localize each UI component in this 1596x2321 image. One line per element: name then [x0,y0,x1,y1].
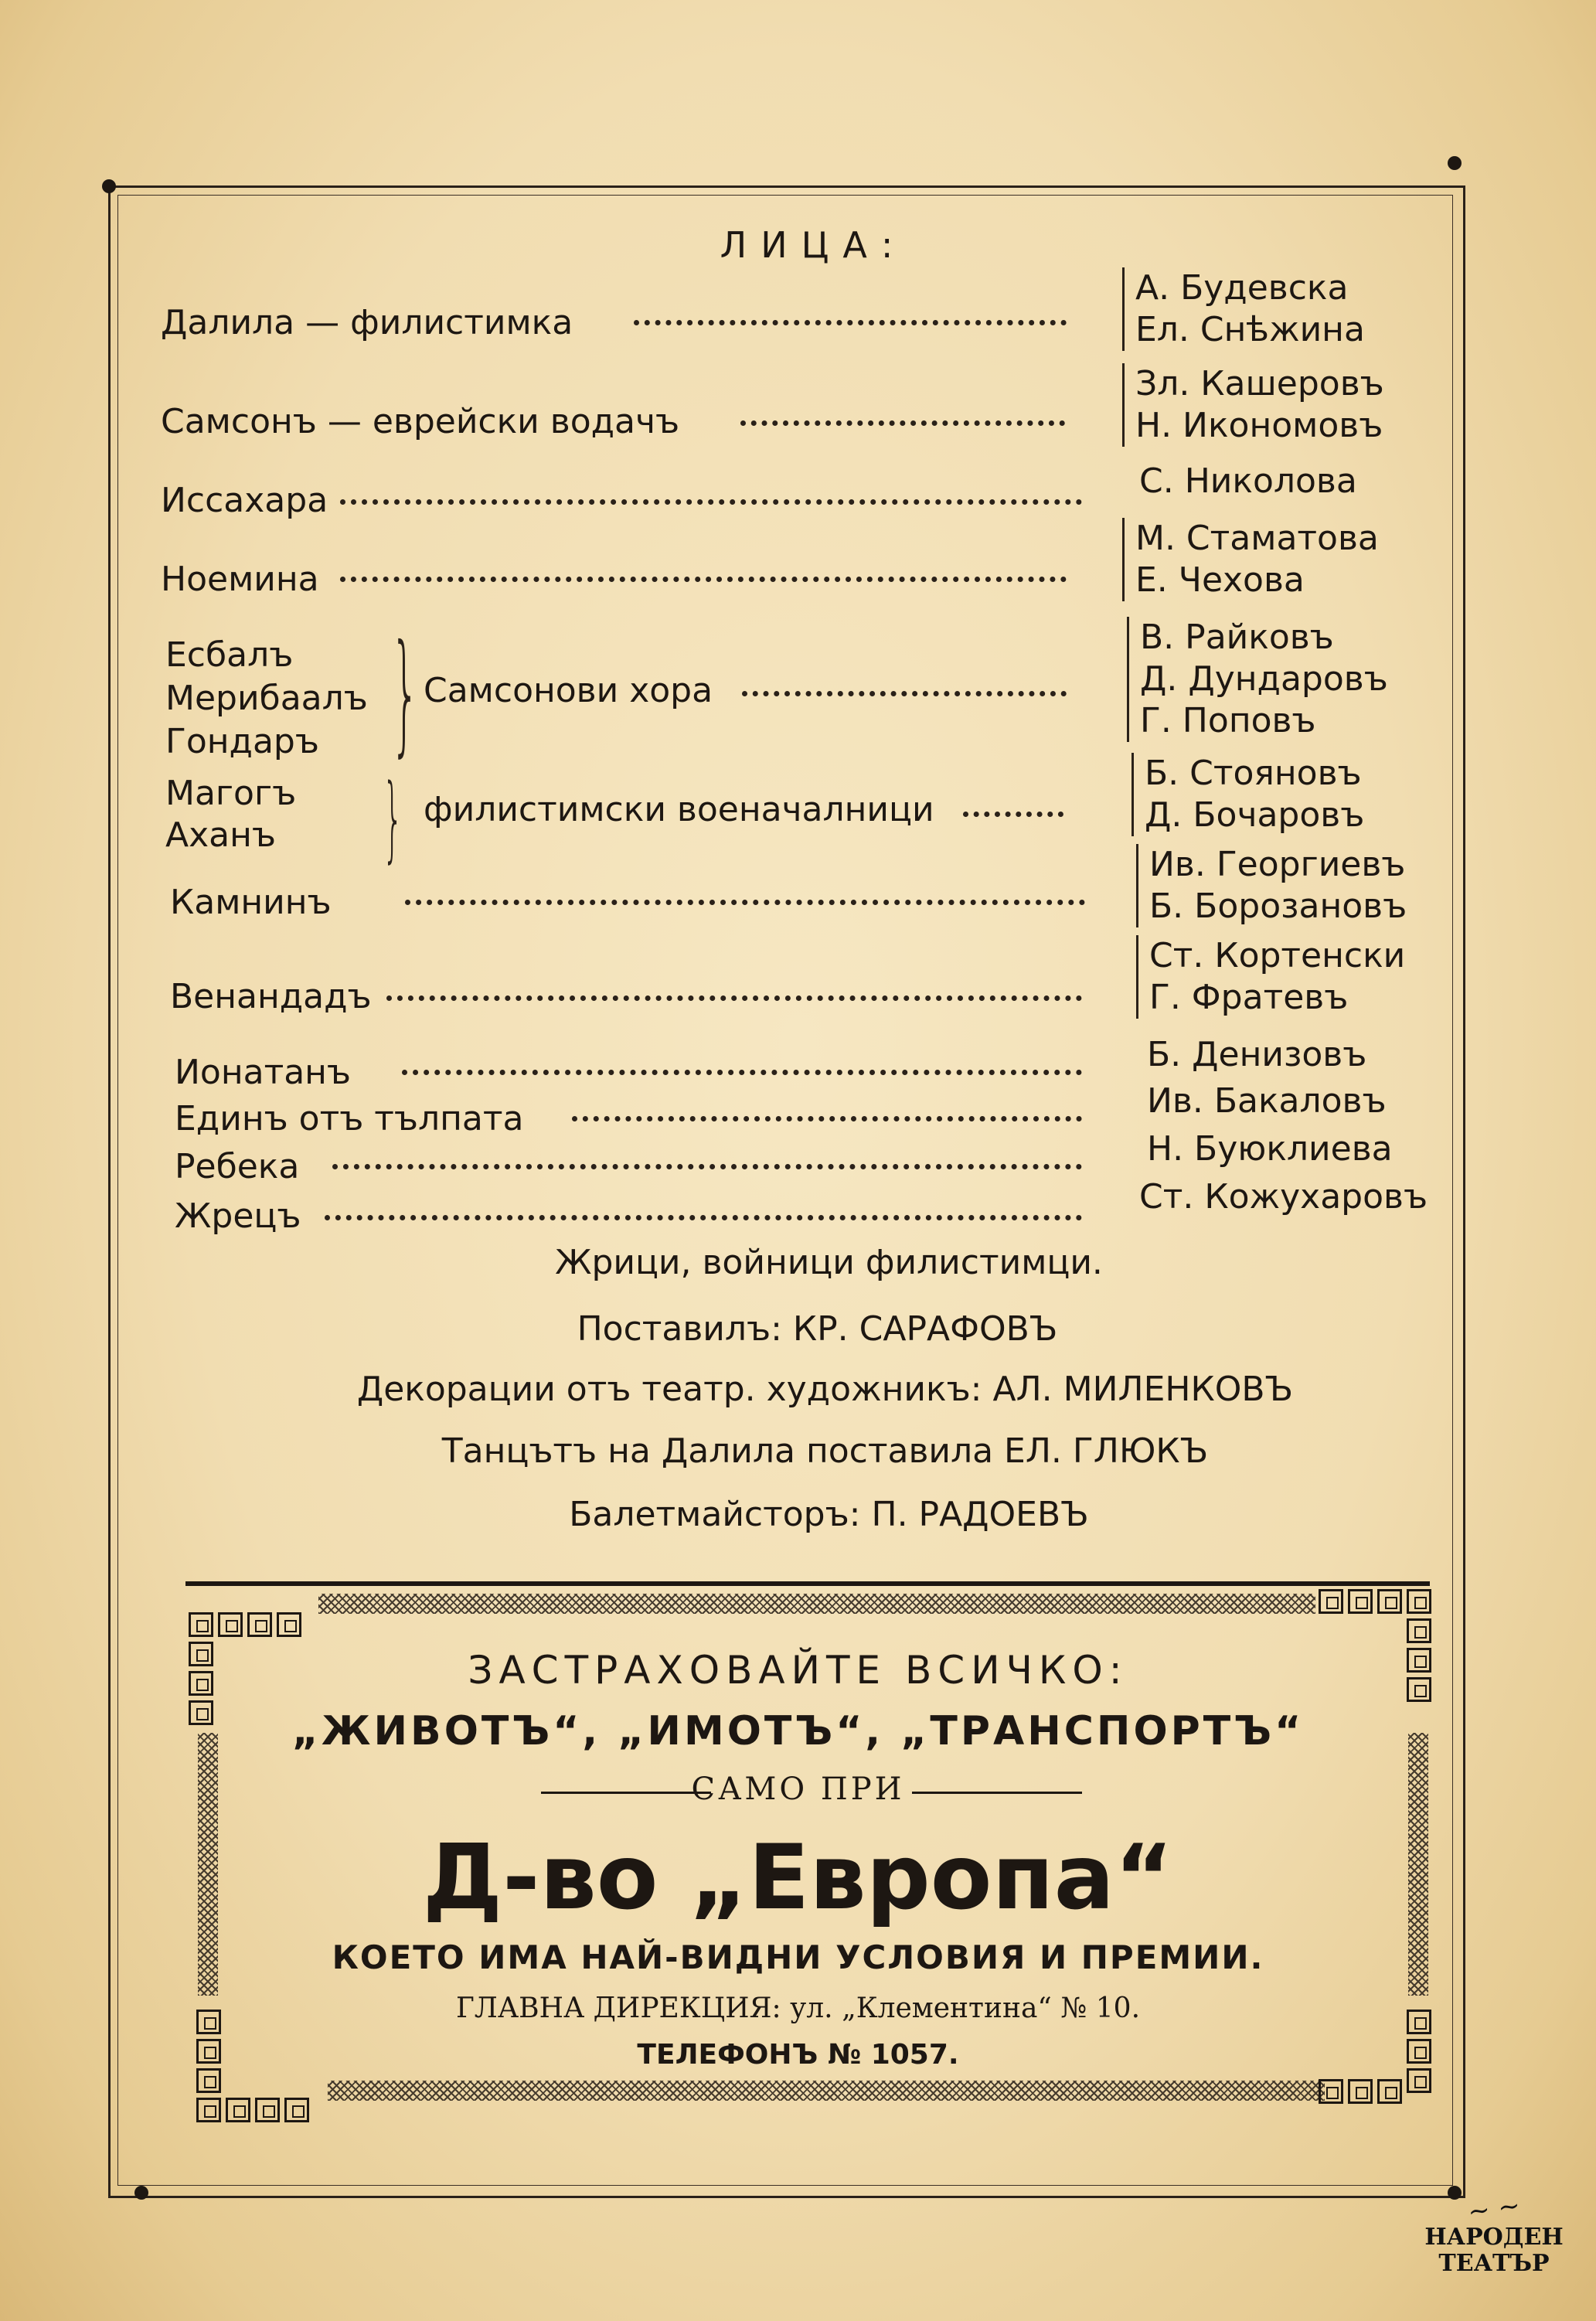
actor-name: Б. Денизовъ [1147,1035,1367,1074]
ornament-square [1348,1589,1373,1614]
ornament-square [255,2098,280,2122]
ornament-square [196,2068,221,2093]
role-name: Самсонъ — еврейски водачъ [161,402,680,441]
decor-credit: Декорации отъ театр. художникъ: АЛ. МИЛЕНКОВЪ [356,1370,1294,1409]
actor-list [1147,1081,1387,1122]
leader-dots [742,688,1067,696]
dance-credit: Танцътъ на Далила поставила ЕЛ. ГЛЮКЪ [441,1431,1209,1471]
role-name: филистимски военачалници [424,790,934,829]
actor-name: С. Николова [1139,461,1357,501]
role-name: Далила — филистимка [161,303,573,342]
ad-headline: ЗАСТРАХОВАЙТЕ ВСИЧКО: [468,1648,1128,1693]
leader-dots [332,1161,1082,1169]
ornament-square [189,1612,213,1637]
ad-border-hatch [318,1594,1315,1614]
actor-list [1122,518,1379,601]
actor-list [1136,844,1407,927]
director-credit: Поставилъ: КР. САРАФОВЪ [577,1309,1058,1349]
actor-name: Ел. Снѣжина [1135,310,1365,349]
actor-list [1122,267,1365,351]
role-name: Гондаръ [165,722,319,761]
ad-company: Д-во „Европа“ [422,1826,1174,1930]
actor-name: В. Райковъ [1140,618,1334,657]
ornament-square [196,2098,221,2122]
ad-products: „ЖИВОТЪ“, „ИМОТЪ“, „ТРАНСПОРТЪ“ [291,1708,1305,1754]
actor-list [1139,1176,1428,1218]
ad-border-hatch [328,2081,1325,2101]
leader-dots [325,1212,1082,1220]
actor-list [1147,1128,1393,1170]
leader-dots [386,992,1082,1001]
actor-name: Ст. Кортенски [1149,936,1406,975]
actor-name: Д. Бочаровъ [1145,795,1365,835]
ornament-square [218,1612,243,1637]
actor-list [1127,617,1388,742]
leader-dots [572,1113,1082,1121]
leader-dots [740,417,1065,426]
actor-name: Г. Фратевъ [1149,978,1349,1017]
ornament-square [1348,2079,1373,2104]
corner-dot [1448,156,1462,170]
leader-dots [340,573,1067,582]
ornament-square [1319,2079,1343,2104]
ornament-square [1377,1589,1402,1614]
actor-name: Ст. Кожухаровъ [1139,1177,1428,1217]
ornament-square [1407,1589,1431,1614]
actor-name: Б. Борозановъ [1149,887,1407,926]
actor-name: Б. Стояновъ [1145,754,1362,793]
actor-list [1147,1034,1366,1076]
actor-name: Н. Икономовъ [1135,406,1383,445]
leader-dots [340,496,1082,505]
ornament-square [277,1612,301,1637]
leader-dots [405,897,1085,905]
role-name: Иссахара [161,481,328,520]
extras-line: Жрици, войници филистимци. [555,1243,1103,1282]
ornament-square [284,2098,309,2122]
actor-list [1136,935,1405,1019]
ad-top-rule [185,1581,1430,1586]
leader-dots [963,808,1063,817]
leader-dots [634,317,1067,325]
ad-conditions: КОЕТО ИМА НАЙ-ВИДНИ УСЛОВИЯ И ПРЕМИИ. [332,1938,1264,1976]
national-theatre-logo [1421,2190,1567,2302]
actor-name: Г. Поповъ [1140,701,1316,740]
cast-heading: ЛИЦА: [720,224,907,266]
actor-list [1122,363,1384,447]
ornament-square [1407,1618,1431,1643]
role-name: Магогъ [165,774,297,813]
role-name: Ионатанъ [175,1053,352,1092]
actor-list [1139,461,1357,502]
role-name: Ноемина [161,560,319,599]
actor-name: Е. Чехова [1135,560,1305,600]
actor-name: Д. Дундаровъ [1140,659,1388,699]
role-name: Жрецъ [175,1196,301,1236]
ad-phone: ТЕЛЕФОНЪ № 1057. [637,2039,959,2071]
actor-list [1131,753,1364,836]
logo-line: ТЕАТЪР [1438,2250,1550,2277]
ballet-credit: Балетмайсторъ: П. РАДОЕВЪ [569,1495,1089,1534]
corner-dot [102,179,116,193]
leader-dots [402,1067,1082,1075]
role-name: Есбалъ [165,635,294,675]
role-name: Камнинъ [170,883,332,922]
role-group [165,773,296,856]
role-group [165,634,368,764]
role-name: Мерибаалъ [165,679,368,718]
actor-name: М. Стаматова [1135,519,1379,558]
logo-signature: ~ ~ [1465,2190,1523,2228]
corner-dot [134,2186,148,2200]
role-name: Ребека [175,1147,300,1186]
actor-name: Н. Буюклиева [1147,1129,1393,1169]
role-name: Единъ отъ тълпата [175,1099,524,1138]
ornament-square [1319,1589,1343,1614]
role-name: Аханъ [165,815,276,855]
ornament-square [1377,2079,1402,2104]
actor-name: Ив. Георгиевъ [1149,845,1406,884]
ad-address: ГЛАВНА ДИРЕКЦИЯ: ул. „Клементина“ № 10. [455,1993,1141,2024]
ornament-square [1407,2068,1431,2093]
actor-name: А. Будевска [1135,268,1349,308]
role-name: Венандадъ [170,977,372,1016]
logo-line: НАРОДЕН [1424,2224,1564,2251]
role-name: Самсонови хора [424,671,713,710]
ad-only-at: САМО ПРИ [691,1771,905,1807]
ornament-square [226,2098,250,2122]
actor-name: Ив. Бакаловъ [1147,1081,1387,1121]
ornament-square [247,1612,272,1637]
brace: } [390,617,420,770]
actor-name: Зл. Кашеровъ [1135,364,1384,403]
brace: } [382,765,403,873]
